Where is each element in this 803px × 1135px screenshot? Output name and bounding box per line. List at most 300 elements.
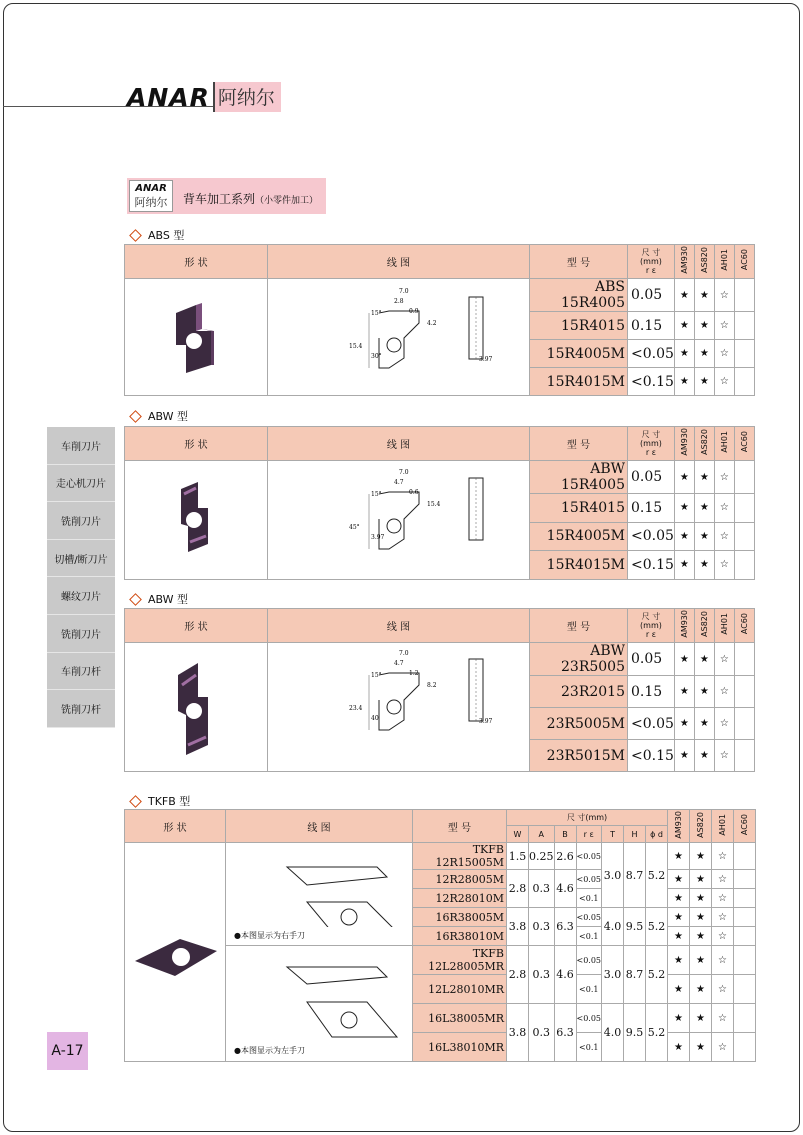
brand-cn: 阿纳尔 [213, 82, 281, 112]
grade-cell: ★ [674, 522, 694, 551]
dim-cell: 5.2 [646, 946, 668, 1004]
model-cell: 16L38005MR [413, 1004, 507, 1033]
drawing-label: 线 图 [386, 622, 411, 633]
badge-cn: 阿纳尔 [134, 195, 168, 209]
grade-cell: ★ [674, 740, 694, 772]
size-header [628, 427, 675, 461]
grade-cell [734, 461, 754, 494]
table-row [125, 461, 755, 494]
grade-cell [734, 975, 756, 1004]
line-drawing [299, 464, 499, 572]
svg-text:0.9: 0.9 [408, 307, 419, 315]
grade-cell [734, 708, 754, 740]
series-badge [129, 180, 173, 212]
brand-logo [127, 82, 281, 112]
grade-cell: ★ [694, 643, 714, 676]
grade-label: AS820 [699, 247, 709, 273]
size-label: 尺 寸 [641, 248, 661, 257]
grade-cell: ★ [668, 908, 690, 927]
svg-text:15°: 15° [370, 671, 382, 679]
tkfb-col: B [554, 826, 576, 843]
abs-table [124, 244, 755, 396]
grade-cell: ☆ [712, 946, 734, 975]
drawing-label: 线 图 [386, 440, 411, 451]
grade-header [694, 427, 714, 461]
tkfb-table [124, 809, 756, 1062]
re-cell: 0.15 [628, 494, 675, 523]
re-cell: <0.1 [576, 927, 602, 946]
grade-cell: ☆ [714, 551, 734, 580]
grade-cell: ★ [668, 1004, 690, 1033]
grade-cell: ★ [668, 870, 690, 889]
abw2-title: ABW 型 [148, 593, 189, 606]
svg-text:1.2: 1.2 [408, 669, 419, 677]
category-sidebar [47, 427, 115, 728]
grade-cell: ☆ [712, 870, 734, 889]
model-cell: 15R4015M [530, 368, 628, 396]
svg-text:3.97: 3.97 [478, 717, 492, 725]
grade-cell: ★ [690, 946, 712, 975]
drawing-header [268, 427, 530, 461]
grade-cell: ★ [690, 1033, 712, 1062]
grade-cell: ★ [668, 927, 690, 946]
note-right: ●本图显示为右手刀 [234, 931, 305, 940]
drawing-cell [268, 461, 530, 580]
grade-cell: ★ [694, 279, 714, 312]
model-cell: 15R4015 [530, 494, 628, 523]
re-cell: 0.05 [628, 461, 675, 494]
model-header [530, 609, 628, 643]
table-row [125, 279, 755, 312]
sidebar-item[interactable]: 螺纹刀片 [47, 577, 115, 615]
grade-cell: ☆ [714, 740, 734, 772]
grade-cell [734, 889, 756, 908]
size-unit: (mm) [640, 439, 662, 448]
diamond-icon [129, 795, 142, 808]
shape-header [125, 427, 268, 461]
re-cell: <0.15 [628, 368, 675, 396]
tkfb-shape-label: 形 状 [163, 822, 187, 834]
grade-cell: ★ [694, 676, 714, 708]
sidebar-item[interactable]: 铣削刀片 [47, 615, 115, 653]
abs-title: ABS 型 [148, 229, 185, 242]
dim-cell: 0.3 [529, 1004, 555, 1062]
grade-label: AM930 [674, 810, 684, 839]
grade-label: AS820 [699, 429, 709, 455]
dim-cell: 6.3 [554, 1004, 576, 1062]
svg-text:30°: 30° [370, 352, 382, 360]
tkfb-model-label: 型 号 [447, 822, 472, 834]
model-cell: 15R4005M [530, 340, 628, 368]
grade-cell: ★ [694, 461, 714, 494]
tkfb-size-label: 尺 寸(mm) [566, 813, 608, 822]
grade-header [734, 609, 754, 643]
grade-cell [734, 927, 756, 946]
grade-cell: ★ [674, 551, 694, 580]
svg-text:15.4: 15.4 [426, 501, 440, 509]
dim-cell: 0.3 [529, 908, 555, 946]
model-cell: 12L28010MR [413, 975, 507, 1004]
grade-header [734, 427, 754, 461]
dim-cell: 2.6 [554, 843, 576, 870]
drawing-cell [268, 279, 530, 396]
model-header [530, 427, 628, 461]
dim-cell: 4.0 [602, 908, 624, 946]
model-cell: TKFB 12R15005M [413, 843, 507, 870]
drawing-header [268, 245, 530, 279]
insert-photo [156, 464, 236, 572]
tkfb-col: r ε [576, 826, 602, 843]
re-cell: <0.1 [576, 889, 602, 908]
grade-cell [734, 522, 754, 551]
table-row [125, 843, 756, 870]
tkfb-model-header [413, 810, 507, 843]
grade-label: AH01 [719, 249, 729, 271]
grade-cell: ★ [694, 522, 714, 551]
series-title-text: 背车加工系列 [183, 192, 256, 206]
section-abw2-title [129, 591, 188, 607]
grade-cell: ★ [674, 494, 694, 523]
svg-text:8.2: 8.2 [426, 681, 437, 689]
grade-cell [734, 279, 754, 312]
series-title [175, 178, 326, 214]
re-cell: <0.05 [576, 908, 602, 927]
model-cell: 23R2015 [530, 676, 628, 708]
grade-cell: ★ [674, 279, 694, 312]
model-cell: 16L38010MR [413, 1033, 507, 1062]
dim-cell: 9.5 [624, 908, 646, 946]
svg-text:4.7: 4.7 [393, 659, 404, 667]
grade-cell [734, 908, 756, 927]
dim-cell: 3.0 [602, 843, 624, 908]
re-cell: <0.15 [628, 740, 675, 772]
grade-cell: ★ [674, 708, 694, 740]
tkfb-col: A [529, 826, 555, 843]
diamond-icon [129, 410, 142, 423]
grade-cell: ☆ [712, 843, 734, 870]
svg-text:15°: 15° [370, 491, 382, 499]
grade-cell [734, 740, 754, 772]
grade-cell [734, 946, 756, 975]
grade-cell: ☆ [714, 676, 734, 708]
grade-label: AH01 [718, 813, 728, 836]
badge-brand: ANAR [135, 182, 167, 194]
model-label: 型 号 [566, 622, 591, 633]
dim-cell: 6.3 [554, 908, 576, 946]
shape-header [125, 245, 268, 279]
svg-text:45°: 45° [348, 524, 360, 532]
section-abw1-title [129, 408, 188, 424]
grade-cell [734, 1033, 756, 1062]
shape-label: 形 状 [184, 258, 208, 269]
grade-cell: ★ [674, 676, 694, 708]
re-cell: <0.05 [576, 946, 602, 975]
grade-header [674, 609, 694, 643]
model-cell: 16R38005M [413, 908, 507, 927]
grade-cell [734, 494, 754, 523]
tkfb-col: T [602, 826, 624, 843]
re-cell: <0.1 [576, 1033, 602, 1062]
model-label: 型 号 [566, 258, 591, 269]
insert-photo [125, 911, 225, 991]
grade-header [668, 810, 690, 843]
svg-text:3.97: 3.97 [478, 355, 492, 363]
dim-cell: 9.5 [624, 1004, 646, 1062]
abw1-table [124, 426, 755, 580]
grade-cell: ☆ [712, 1004, 734, 1033]
grade-cell: ★ [674, 643, 694, 676]
sidebar-item[interactable]: 铣削刀片 [47, 502, 115, 540]
model-cell: 15R4005M [530, 522, 628, 551]
grade-cell: ★ [694, 740, 714, 772]
grade-cell: ★ [694, 312, 714, 340]
re-cell: 0.05 [628, 643, 675, 676]
re-cell: <0.05 [576, 843, 602, 870]
model-cell: 12R28005M [413, 870, 507, 889]
sidebar-item[interactable]: 走心机刀片 [47, 465, 115, 503]
model-cell: TKFB 12L28005MR [413, 946, 507, 975]
dim-cell: 1.5 [507, 843, 529, 870]
svg-text:4.2: 4.2 [426, 319, 437, 327]
note-left: ●本图显示为左手刀 [234, 1045, 305, 1055]
grade-label: AC60 [739, 613, 749, 635]
dim-cell: 3.8 [507, 1004, 529, 1062]
dim-cell: 3.0 [602, 946, 624, 1004]
model-cell: ABW 15R4005 [530, 461, 628, 494]
tkfb-drawing-header [226, 810, 413, 843]
grade-label: AM930 [679, 428, 689, 456]
model-cell: 15R4015M [530, 551, 628, 580]
re-cell: <0.05 [628, 340, 675, 368]
dim-cell: 2.8 [507, 870, 529, 908]
grade-cell [734, 312, 754, 340]
grade-cell [734, 368, 754, 396]
size-label: 尺 寸 [641, 430, 661, 439]
tkfb-col: ϕ d [646, 826, 668, 843]
abw2-table [124, 608, 755, 772]
shape-cell [125, 279, 268, 396]
re-label: r ε [645, 266, 657, 275]
svg-text:2.8: 2.8 [393, 297, 404, 305]
drawing-label: 线 图 [386, 258, 411, 269]
shape-cell [125, 843, 226, 1062]
insert-photo [156, 645, 236, 767]
svg-text:40: 40 [370, 714, 379, 722]
line-drawing [227, 952, 412, 1042]
svg-text:7.0: 7.0 [398, 649, 409, 657]
grade-cell: ★ [694, 708, 714, 740]
tkfb-drawing-label: 线 图 [307, 822, 331, 834]
shape-label: 形 状 [184, 440, 208, 451]
re-cell: 0.05 [628, 279, 675, 312]
grade-cell [734, 340, 754, 368]
grade-header [690, 810, 712, 843]
drawing-header [268, 609, 530, 643]
dim-cell: 0.3 [529, 870, 555, 908]
grade-cell [734, 676, 754, 708]
grade-label: AS820 [699, 611, 709, 637]
grade-header [712, 810, 734, 843]
re-cell: <0.05 [576, 870, 602, 889]
dim-cell: 3.8 [507, 908, 529, 946]
grade-cell: ★ [690, 843, 712, 870]
grade-cell: ★ [694, 368, 714, 396]
grade-header [674, 245, 694, 279]
grade-cell: ☆ [712, 889, 734, 908]
grade-header [694, 245, 714, 279]
grade-cell: ★ [668, 975, 690, 1004]
size-header [628, 245, 675, 279]
model-cell: 23R5015M [530, 740, 628, 772]
grade-label: AC60 [739, 249, 749, 271]
diamond-icon [129, 229, 142, 242]
svg-text:0.6: 0.6 [408, 489, 419, 497]
shape-cell [125, 461, 268, 580]
grade-cell: ★ [668, 889, 690, 908]
grade-header [714, 245, 734, 279]
grade-cell: ★ [694, 551, 714, 580]
dim-cell: 8.7 [624, 843, 646, 908]
grade-cell: ☆ [714, 522, 734, 551]
grade-cell: ★ [690, 870, 712, 889]
grade-cell: ☆ [714, 340, 734, 368]
model-cell: 23R5005M [530, 708, 628, 740]
tkfb-size-header [507, 810, 668, 826]
grade-cell: ☆ [714, 368, 734, 396]
sidebar-item[interactable]: 车削刀杆 [47, 653, 115, 691]
sidebar-item[interactable]: 铣削刀杆 [47, 690, 115, 728]
svg-text:3.97: 3.97 [370, 534, 384, 542]
grade-cell: ☆ [714, 494, 734, 523]
tkfb-title: TKFB 型 [148, 795, 191, 808]
re-label: r ε [645, 630, 657, 639]
svg-text:15°: 15° [370, 309, 382, 317]
re-cell: 0.15 [628, 676, 675, 708]
sidebar-item[interactable]: 切槽/断刀片 [47, 540, 115, 578]
grade-cell: ☆ [712, 975, 734, 1004]
tkfb-col: W [507, 826, 529, 843]
section-abs-title [129, 227, 184, 243]
re-label: r ε [645, 448, 657, 457]
svg-text:23.4: 23.4 [348, 704, 362, 712]
grade-cell: ☆ [712, 1033, 734, 1062]
grade-header [714, 609, 734, 643]
line-drawing [227, 847, 412, 927]
grade-cell: ★ [668, 843, 690, 870]
drawing-cell [268, 643, 530, 772]
page-number: A-17 [47, 1032, 88, 1070]
series-subtitle: （小零件加工） [255, 196, 319, 206]
dim-cell: 8.7 [624, 946, 646, 1004]
drawing-right-cell [226, 843, 413, 946]
model-cell: 15R4015 [530, 312, 628, 340]
dim-cell: 0.3 [529, 946, 555, 1004]
re-cell: 0.15 [628, 312, 675, 340]
grade-cell [734, 870, 756, 889]
series-banner [127, 178, 326, 214]
dim-cell: 5.2 [646, 843, 668, 908]
grade-cell: ★ [674, 461, 694, 494]
grade-label: AS820 [696, 811, 706, 838]
drawing-left-cell [226, 946, 413, 1062]
grade-cell: ☆ [714, 643, 734, 676]
size-label: 尺 寸 [641, 612, 661, 621]
section-tkfb-title [129, 793, 190, 809]
model-cell: ABS 15R4005 [530, 279, 628, 312]
grade-label: AM930 [679, 246, 689, 274]
grade-cell: ★ [690, 889, 712, 908]
line-drawing [299, 645, 499, 767]
size-header [628, 609, 675, 643]
insert-photo [156, 283, 236, 389]
re-cell: <0.1 [576, 975, 602, 1004]
grade-cell: ★ [674, 340, 694, 368]
grade-cell [734, 1004, 756, 1033]
tkfb-shape-header [125, 810, 226, 843]
re-cell: <0.05 [576, 1004, 602, 1033]
table-row [125, 643, 755, 676]
shape-label: 形 状 [184, 622, 208, 633]
grade-header [714, 427, 734, 461]
svg-text:7.0: 7.0 [398, 469, 409, 477]
grade-cell: ★ [690, 1004, 712, 1033]
grade-cell [734, 843, 756, 870]
dim-cell: 4.0 [602, 1004, 624, 1062]
dim-cell: 0.25 [529, 843, 555, 870]
grade-label: AC60 [740, 813, 750, 836]
grade-cell: ★ [690, 975, 712, 1004]
grade-cell: ☆ [714, 708, 734, 740]
tkfb-col: H [624, 826, 646, 843]
grade-cell: ★ [668, 1033, 690, 1062]
dim-cell: 5.2 [646, 908, 668, 946]
grade-cell: ★ [694, 494, 714, 523]
re-cell: <0.05 [628, 708, 675, 740]
dim-cell: 4.6 [554, 870, 576, 908]
grade-cell: ★ [690, 927, 712, 946]
grade-header [734, 810, 756, 843]
model-cell: 12R28010M [413, 889, 507, 908]
size-unit: (mm) [640, 621, 662, 630]
grade-cell: ☆ [714, 312, 734, 340]
grade-cell: ☆ [714, 461, 734, 494]
shape-header [125, 609, 268, 643]
grade-cell: ★ [674, 312, 694, 340]
svg-text:15.4: 15.4 [348, 342, 362, 350]
brand-name: ANAR [127, 82, 210, 112]
re-cell: <0.15 [628, 551, 675, 580]
grade-label: AH01 [719, 431, 729, 453]
grade-cell: ☆ [712, 908, 734, 927]
dim-cell: 5.2 [646, 1004, 668, 1062]
abw1-title: ABW 型 [148, 410, 189, 423]
svg-text:7.0: 7.0 [398, 287, 409, 295]
sidebar-item[interactable]: 车削刀片 [47, 427, 115, 465]
grade-cell: ★ [668, 946, 690, 975]
grade-label: AC60 [739, 431, 749, 453]
grade-header [734, 245, 754, 279]
model-cell: 16R38010M [413, 927, 507, 946]
size-unit: (mm) [640, 257, 662, 266]
grade-cell: ★ [694, 340, 714, 368]
line-drawing [299, 283, 499, 389]
model-header [530, 245, 628, 279]
grade-cell: ★ [690, 908, 712, 927]
grade-cell: ★ [674, 368, 694, 396]
grade-cell [734, 551, 754, 580]
shape-cell [125, 643, 268, 772]
grade-cell [734, 643, 754, 676]
